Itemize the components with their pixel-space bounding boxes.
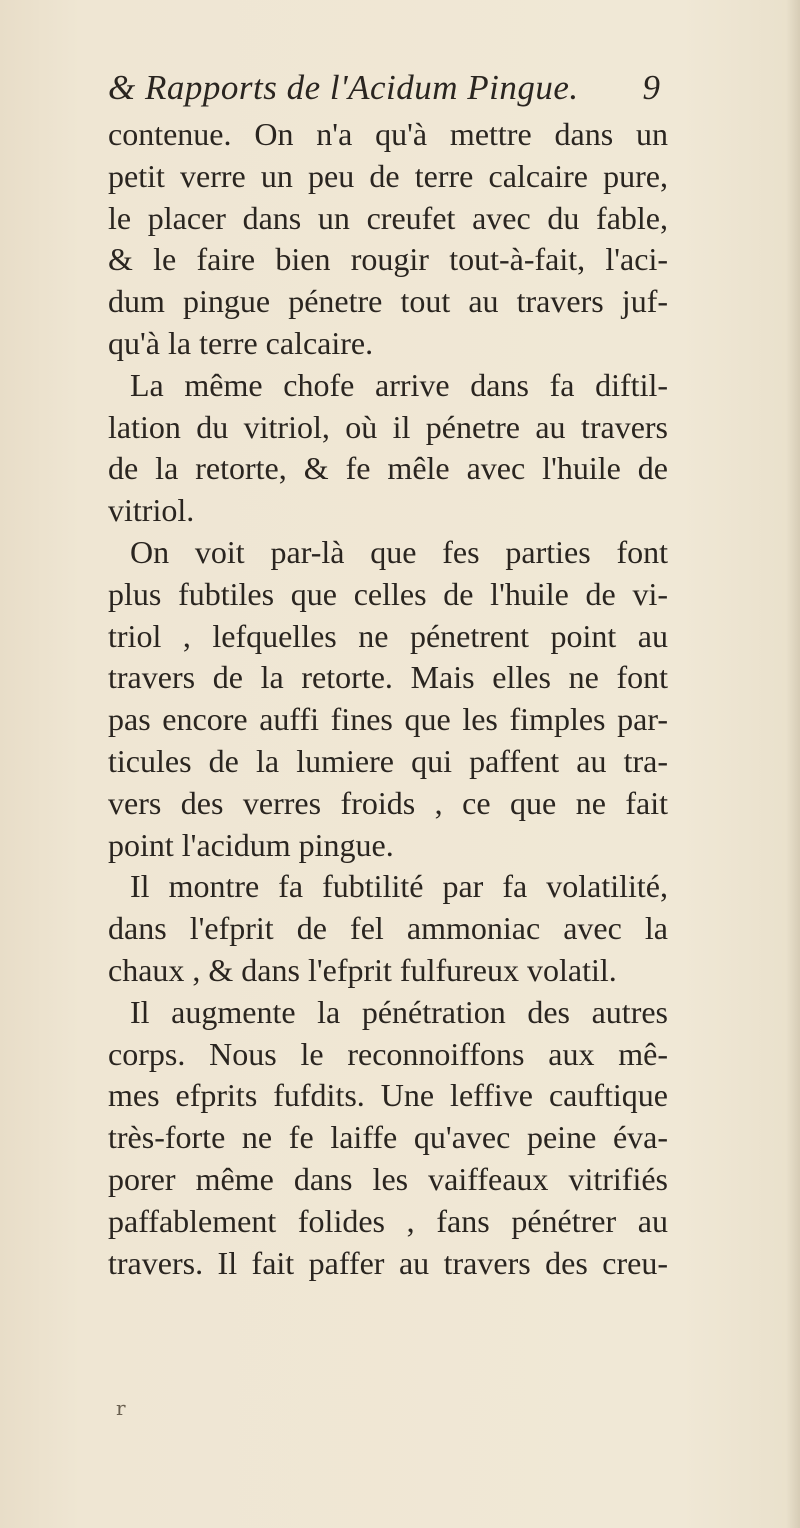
- text-line: contenue. On n'a qu'à mettre dans un: [108, 116, 668, 152]
- text-line: travers de la retorte. Mais elles ne font: [108, 659, 668, 696]
- stray-mark: r: [116, 1396, 126, 1420]
- body-text: [108, 114, 668, 1284]
- text-line: dum pingue pénetre tout au travers juf-: [108, 283, 668, 320]
- text-line: lation du vitriol, où il pénetre au travers: [108, 408, 668, 445]
- text-line: triol , lefquelles ne pénetrent point au: [108, 617, 668, 654]
- text-line: de la retorte, & fe mêle avec l'huile de: [108, 450, 668, 487]
- text-line: porer même dans les vaiffeaux vitrifiés: [108, 1160, 668, 1197]
- text-line: très-forte ne fe laiffe qu'avec peine éva-: [108, 1119, 668, 1156]
- text-line: mes efprits fufdits. Une leffive cauftique: [108, 1077, 668, 1114]
- text-line: & le faire bien rougir tout-à-fait, l'aci-: [108, 241, 668, 278]
- text-line: le placer dans un creufet avec du fable,: [108, 199, 668, 236]
- text-line: ticules de la lumiere qui paffent au tra-: [108, 742, 668, 779]
- text-line: pas encore auffi fines que les fimples par-: [108, 701, 668, 738]
- page-edge-shadow: [786, 0, 800, 1528]
- running-title: & Rapports de l'Acidum Pingue.: [108, 68, 579, 107]
- text-line: Il augmente la pénétration des autres: [130, 993, 668, 1030]
- text-line: qu'à la terre calcaire.: [108, 324, 374, 361]
- text-line: vers des verres froids , ce que ne fait: [108, 784, 668, 821]
- text-line: La même chofe arrive dans fa diftil-: [130, 366, 668, 403]
- text-line: travers. Il fait paffer au travers des creu-: [108, 1244, 668, 1281]
- text-line: On voit par-là que fes parties font: [130, 533, 668, 570]
- text-line: chaux , & dans l'efprit fulfureux volatil.: [108, 951, 617, 988]
- text-line: point l'acidum pingue.: [108, 826, 394, 863]
- text-line: paffablement folides , fans pénétrer au: [108, 1202, 668, 1239]
- text-line: corps. Nous le reconnoiffons aux mê-: [108, 1035, 668, 1072]
- page-number: 9: [642, 68, 660, 107]
- text-line: vitriol.: [108, 492, 195, 529]
- text-line: Il montre fa fubtilité par fa volatilité,: [130, 868, 668, 905]
- running-header: [108, 68, 660, 108]
- text-line: dans l'efprit de fel ammoniac avec la: [108, 910, 668, 947]
- text-line: plus fubtiles que celles de l'huile de vi-: [108, 575, 668, 612]
- text-line: petit verre un peu de terre calcaire pure,: [108, 157, 668, 194]
